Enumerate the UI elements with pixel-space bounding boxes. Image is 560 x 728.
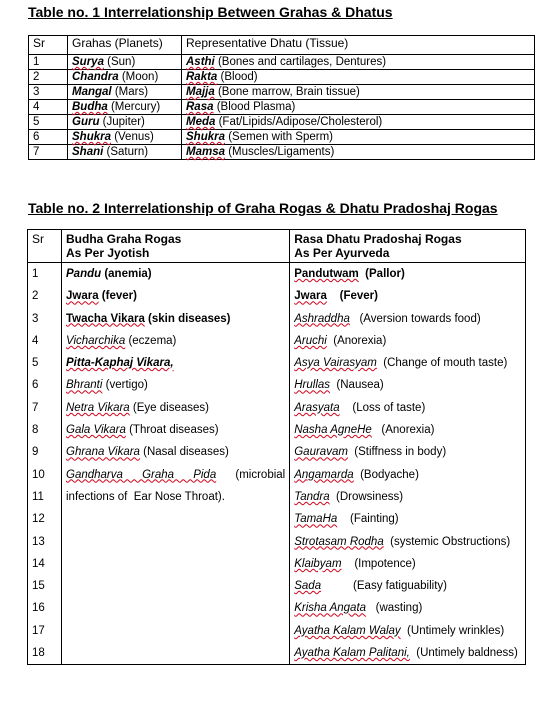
dhatu-roga-term: Tandra [294,490,330,503]
row-dhatu [182,145,535,160]
graha-roga-desc: (anemia) [101,268,152,280]
header-sr: Sr [28,230,62,263]
graha-paren: (Mercury) [107,101,161,113]
graha-roga-desc: (Nasal diseases) [139,446,229,459]
row-sr: 11 [28,486,62,508]
dhatu-desc: (Blood) [217,71,258,83]
row-sr: 15 [28,575,62,597]
table2-row [28,285,526,307]
dhatu-roga-desc: (Anorexia) [326,334,387,347]
dhatu-roga-desc: (Drowsiness) [329,490,404,503]
table2-row [28,464,526,486]
graha-roga-term: Jwara [66,290,99,303]
dhatu-roga-term: Hrullas [294,379,331,392]
dhatu-desc: (Semen with Sperm) [225,131,334,143]
dhatu-roga-term: Pandutwam [294,268,359,280]
row-graha-roga [62,441,290,463]
row-dhatu-roga [290,419,526,441]
table2-row [28,352,526,374]
dhatu-roga-desc: (Impotence) [341,557,416,570]
row-graha-roga [62,397,290,419]
dhatu-roga-term: TamaHa [294,513,338,526]
row-graha [68,130,182,145]
row-dhatu-roga [290,397,526,419]
table2-row [28,441,526,463]
graha-roga-term: Twacha Vikara [66,312,145,325]
graha-name: Shukra [72,131,111,143]
row-sr: 18 [28,642,62,665]
table2-row [28,330,526,352]
dhatu-roga-term: Asya Vairasyam [294,357,377,370]
table2-row [28,620,526,642]
graha-roga-desc: (fever) [98,290,137,303]
row-sr: 13 [28,531,62,553]
row-sr: 1 [28,263,62,286]
dhatu-roga-desc: (Aversion towards food) [349,312,481,325]
row-dhatu [182,130,535,145]
dhatu-roga-term: Krisha Angata [294,602,367,615]
row-sr: 2 [28,285,62,307]
row-sr: 2 [29,70,68,85]
table2 [27,229,526,665]
graha-paren: (Mars) [111,86,149,98]
dhatu-roga-desc: (Fainting) [337,513,399,526]
table2-row [28,508,526,530]
dhatu-name: Rasa [186,101,214,113]
graha-roga-desc: (eczema) [125,334,177,347]
dhatu-desc: (Bone marrow, Brain tissue) [214,86,360,98]
row-graha-roga [62,553,290,575]
row-dhatu-roga [290,374,526,396]
row-graha-roga [62,531,290,553]
dhatu-roga-term: Aruchi [294,334,327,347]
row-dhatu-roga [290,553,526,575]
graha-roga-term: Pitta-Kaphaj Vikara, [66,357,174,370]
graha-roga-desc: (vertigo) [102,379,148,392]
table1-header-row [29,36,535,55]
table1-row [29,55,535,70]
row-dhatu [182,55,535,70]
dhatu-roga-term: Arasyata [294,401,340,414]
dhatu-roga-term: Jwara [294,290,327,303]
table1-row [29,130,535,145]
row-dhatu-roga [290,330,526,352]
graha-roga-desc: infections of Ear Nose Throat). [66,490,225,503]
row-graha-roga [62,285,290,307]
dhatu-roga-desc: (Pallor) [358,268,405,280]
graha-roga-term: Vicharchika [66,334,126,347]
row-dhatu-roga [290,531,526,553]
table2-header-row [28,230,526,263]
dhatu-name: Asthi [186,56,215,68]
row-dhatu-roga [290,575,526,597]
row-graha-roga [62,508,290,530]
graha-paren: (Saturn) [103,146,149,158]
row-dhatu-roga [290,642,526,665]
graha-roga-term: Gandharva Graha Pida [66,468,217,481]
dhatu-roga-term: Strotasam Rodha [294,535,384,548]
row-graha-roga [62,308,290,330]
row-dhatu-roga [290,352,526,374]
row-sr: 14 [28,553,62,575]
header-dhatu-line1: Rasa Dhatu Pradoshaj Rogas [294,232,462,246]
graha-paren: (Venus) [111,131,154,143]
table1-row [29,100,535,115]
row-graha [68,55,182,70]
row-graha-roga [62,263,290,286]
row-graha-roga [62,464,290,486]
graha-name: Shani [72,146,104,158]
dhatu-roga-desc: (Untimely wrinkles) [400,624,505,637]
row-graha-roga [62,575,290,597]
row-dhatu-roga [290,464,526,486]
dhatu-name: Shukra [186,131,225,143]
dhatu-roga-desc: (Easy fatiguability) [321,580,447,593]
dhatu-roga-desc: (Anorexia) [371,424,435,437]
dhatu-roga-desc: (Bodyache) [353,468,419,481]
row-sr: 6 [29,130,68,145]
row-graha [68,115,182,130]
table2-row [28,397,526,419]
table1 [28,35,535,160]
graha-roga-term: Gala Vikara [66,424,126,437]
dhatu-roga-desc: (Change of mouth taste) [376,357,508,370]
row-graha-roga [62,352,290,374]
row-dhatu-roga [290,441,526,463]
row-graha-roga [62,486,290,508]
dhatu-roga-term: Ayatha Kalam Walay [294,624,401,637]
dhatu-roga-term: Klaibyam [294,557,342,570]
dhatu-roga-term: Angamarda [294,468,354,481]
dhatu-roga-desc: (Untimely baldness) [409,647,518,660]
dhatu-roga-desc: (Fever) [326,290,378,303]
header-dhatu: Representative Dhatu (Tissue) [182,36,535,55]
dhatu-roga-desc: (systemic Obstructions) [383,535,511,548]
graha-name: Guru [72,116,100,128]
row-graha-roga [62,597,290,619]
graha-roga-desc: (Eye diseases) [129,401,209,414]
dhatu-desc: (Muscles/Ligaments) [225,146,335,158]
row-sr: 7 [29,145,68,160]
graha-paren: (Sun) [103,56,136,68]
graha-roga-term: Netra Vikara [66,401,130,414]
row-graha [68,145,182,160]
row-dhatu-roga [290,263,526,286]
header-dhatu-rogas [290,230,526,263]
row-dhatu-roga [290,508,526,530]
row-graha-roga [62,330,290,352]
graha-name: Budha [72,101,108,113]
dhatu-desc: (Blood Plasma) [213,101,296,113]
graha-name: Chandra [72,71,119,83]
row-sr: 5 [29,115,68,130]
row-sr: 9 [28,441,62,463]
row-sr: 17 [28,620,62,642]
row-sr: 4 [28,330,62,352]
graha-roga-term: Pandu [66,268,102,280]
row-sr: 7 [28,397,62,419]
table1-row [29,85,535,100]
row-graha [68,100,182,115]
table2-row [28,419,526,441]
row-dhatu-roga [290,597,526,619]
dhatu-roga-term: Ayatha Kalam Palitani, [294,647,410,660]
row-graha-roga [62,620,290,642]
table2-row [28,486,526,508]
table1-row [29,145,535,160]
table2-row [28,263,526,286]
table2-row [28,575,526,597]
row-sr: 3 [28,308,62,330]
dhatu-desc: (Bones and cartilages, Dentures) [214,56,387,68]
row-graha-roga [62,374,290,396]
header-grahas: Grahas (Planets) [68,36,182,55]
dhatu-name: Majja [186,86,215,98]
dhatu-roga-term: Nasha AgneHe [294,424,372,437]
row-sr: 10 [28,464,62,486]
row-dhatu-roga [290,285,526,307]
header-graha-line1: Budha Graha Rogas [66,232,182,246]
graha-paren: (Moon) [118,71,159,83]
graha-roga-term: Ghrana Vikara [66,446,140,459]
table2-row [28,531,526,553]
table2-row [28,553,526,575]
row-dhatu [182,85,535,100]
dhatu-name: Meda [186,116,216,128]
row-graha [68,70,182,85]
row-dhatu [182,70,535,85]
table2-row [28,374,526,396]
row-sr: 6 [28,374,62,396]
row-sr: 3 [29,85,68,100]
graha-roga-desc: (Throat diseases) [125,424,219,437]
graha-roga-desc: (skin diseases) [144,312,231,325]
header-sr: Sr [29,36,68,55]
table2-row [28,308,526,330]
row-dhatu-roga [290,308,526,330]
graha-name: Surya [72,56,104,68]
row-sr: 8 [28,419,62,441]
dhatu-name: Mamsa [186,146,225,158]
graha-roga-desc: (microbial [216,468,286,481]
dhatu-roga-desc: (Loss of taste) [339,401,426,414]
dhatu-roga-term: Sada [294,580,322,593]
header-dhatu-line2: As Per Ayurveda [294,246,390,260]
row-dhatu [182,100,535,115]
row-dhatu [182,115,535,130]
table2-row [28,597,526,619]
row-sr: 12 [28,508,62,530]
header-graha-rogas [62,230,290,263]
graha-paren: (Jupiter) [99,116,145,128]
row-graha-roga [62,642,290,665]
row-sr: 16 [28,597,62,619]
graha-name: Mangal [72,86,112,98]
table2-row [28,642,526,665]
row-dhatu-roga [290,486,526,508]
header-graha-line2: As Per Jyotish [66,246,150,260]
row-graha-roga [62,419,290,441]
table1-row [29,115,535,130]
graha-roga-term: Bhranti [66,379,103,392]
dhatu-roga-desc: (Stiffness in body) [347,446,447,459]
dhatu-name: Rakta [186,71,218,83]
dhatu-desc: (Fat/Lipids/Adipose/Cholesterol) [215,116,383,128]
row-sr: 5 [28,352,62,374]
row-sr: 4 [29,100,68,115]
table1-row [29,70,535,85]
row-dhatu-roga [290,620,526,642]
row-sr: 1 [29,55,68,70]
row-graha [68,85,182,100]
dhatu-roga-term: Ashraddha [294,312,350,325]
table1-title: Table no. 1 Interrelationship Between Grahas & Dhatus [28,4,393,20]
dhatu-roga-term: Gauravam [294,446,348,459]
dhatu-roga-desc: (wasting) [366,602,423,615]
dhatu-roga-desc: (Nausea) [330,379,384,392]
table2-title: Table no. 2 Interrelationship of Graha Rogas & Dhatu Pradoshaj Rogas [28,200,498,216]
